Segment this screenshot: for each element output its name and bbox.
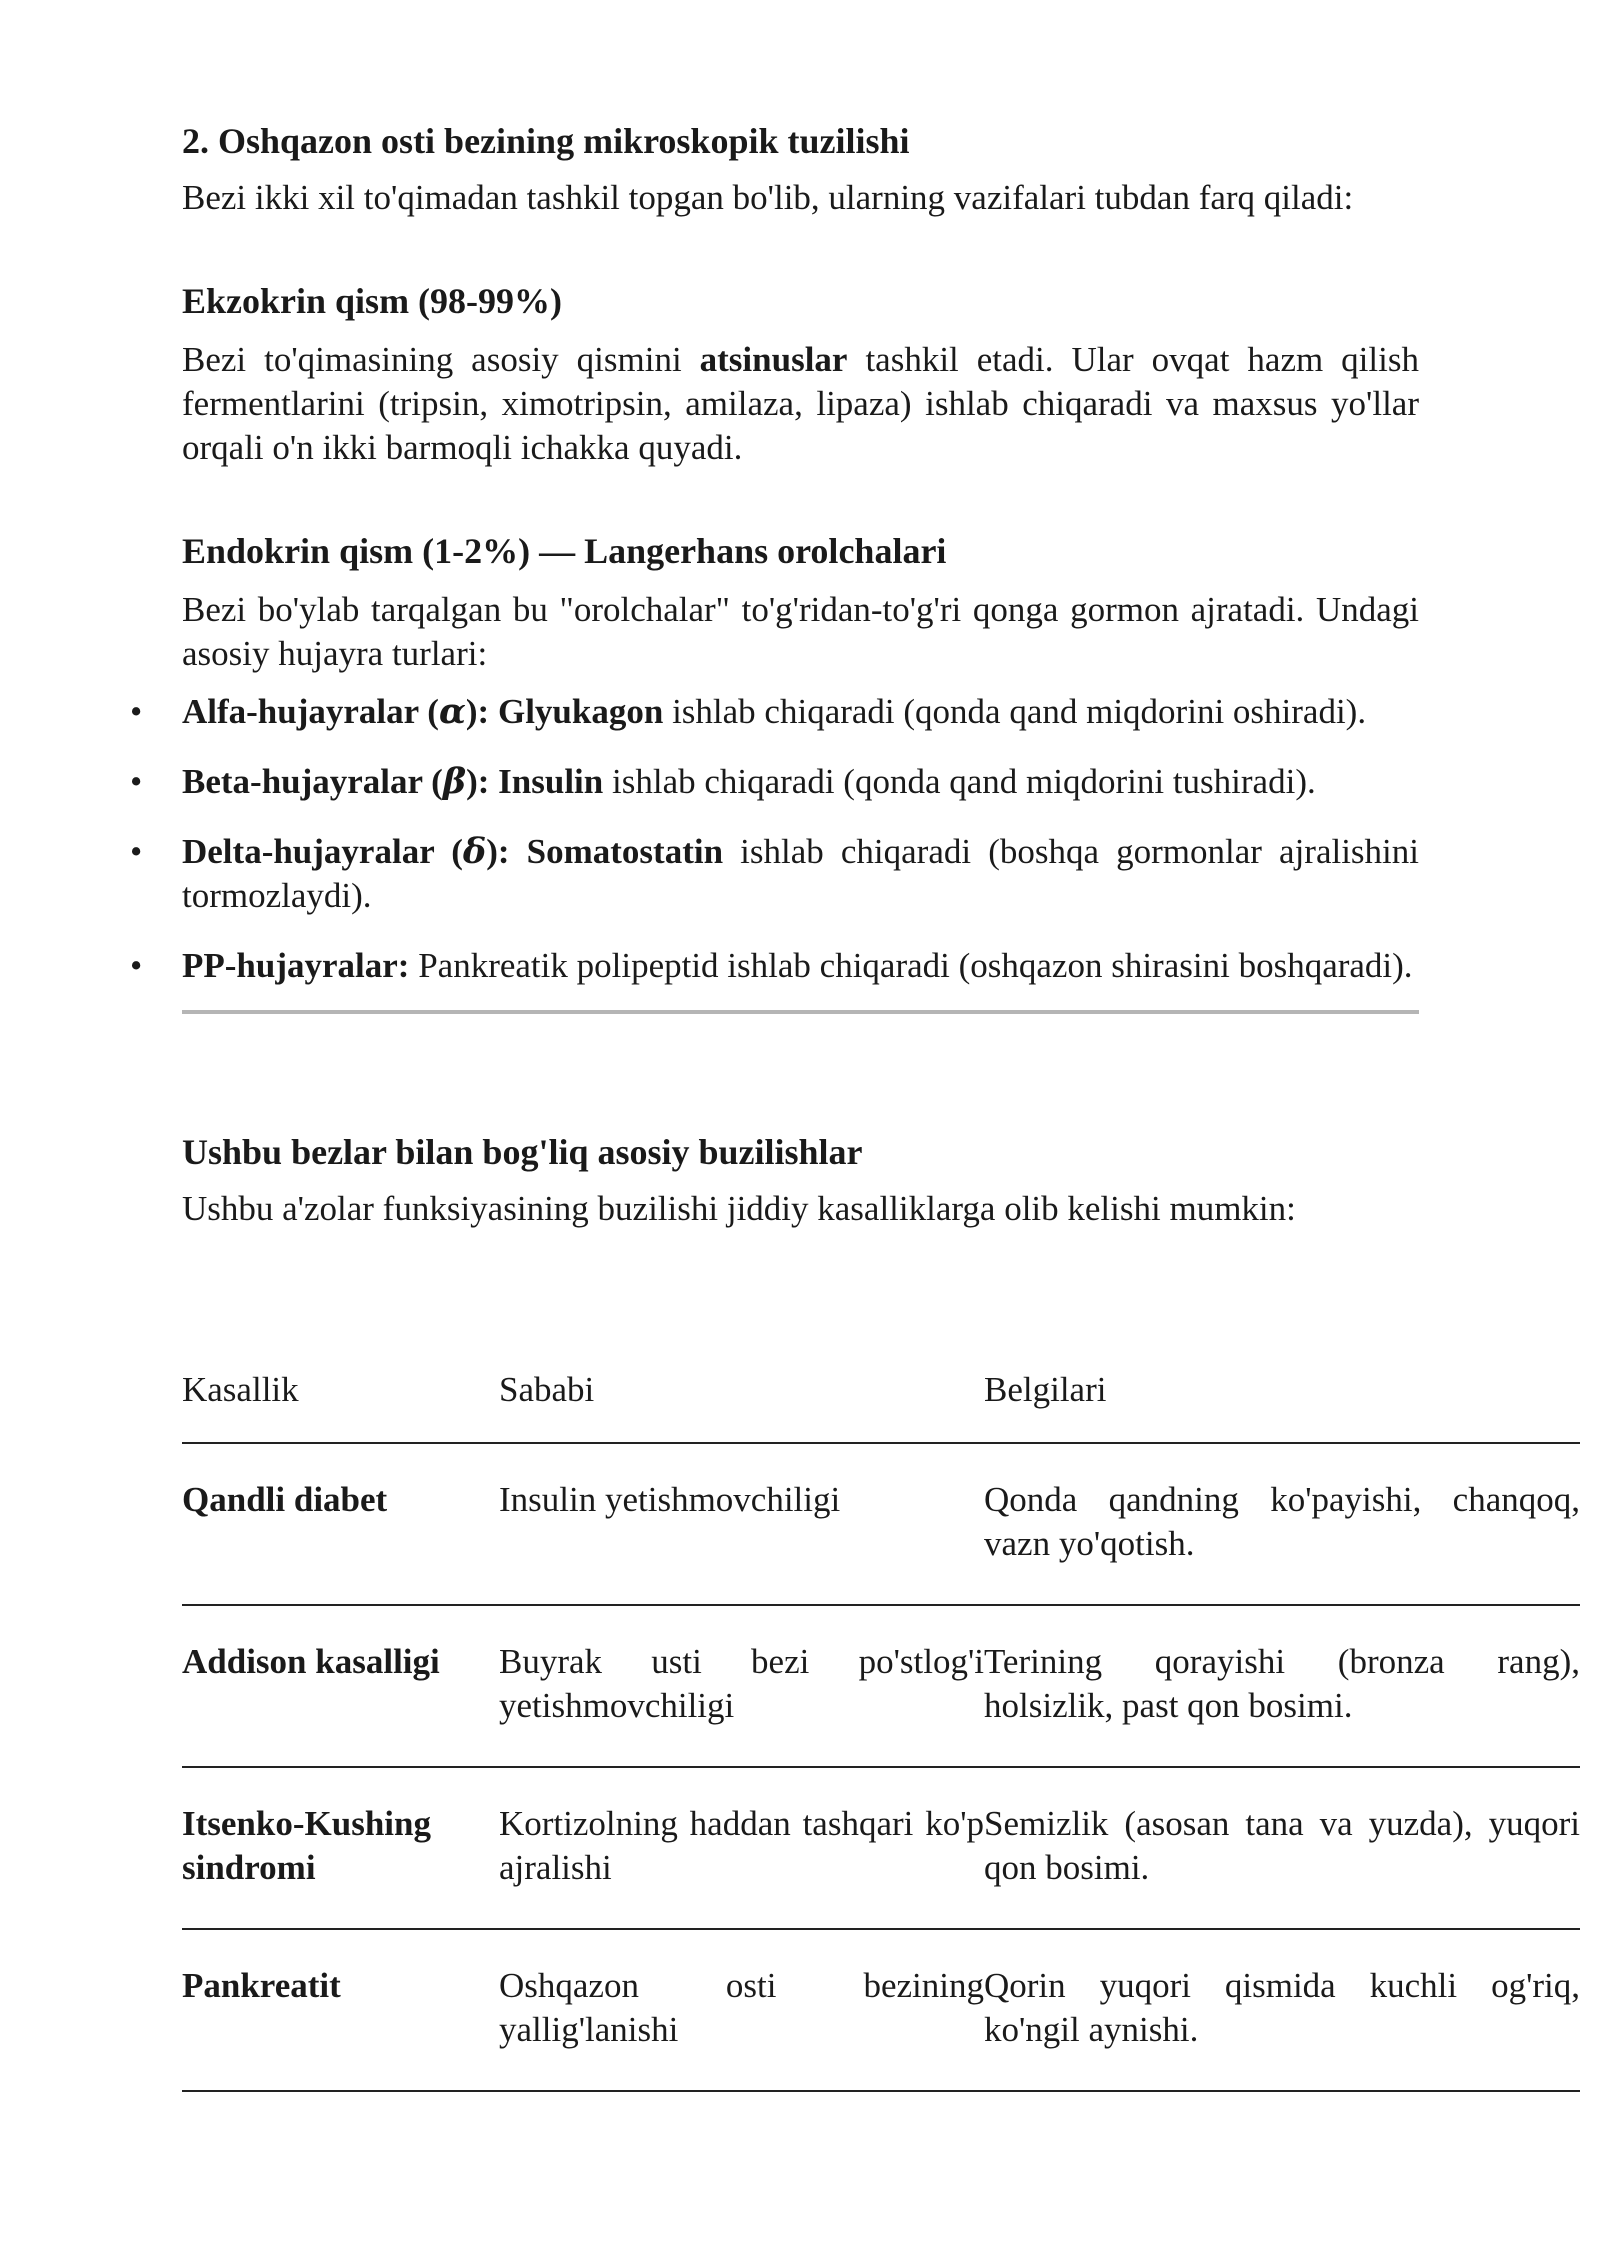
disorders-table <box>182 1368 1580 2092</box>
header-cause: Sababi <box>499 1368 984 1443</box>
cause-cell: Oshqazon osti bezining yallig'lanishi <box>499 1929 984 2091</box>
table-header-row <box>182 1368 1580 1443</box>
exocrine-bold-term: atsinuslar <box>699 340 848 379</box>
cell-name: Beta-hujayralar (β): Insulin <box>182 761 604 802</box>
endocrine-paragraph: Bezi bo'ylab tarqalgan bu "orolchalar" to'g'ridan-to'g'ri qonga gormon ajratadi. Undagi asosiy hujayra turlari: <box>182 590 1419 673</box>
table-row <box>182 1605 1580 1767</box>
bullet-icon: • <box>130 692 143 731</box>
cause-cell: Buyrak usti bezi po'stlog'i yetishmovchiligi <box>499 1605 984 1767</box>
cell-desc: Pankreatik polipeptid ishlab chiqaradi (oshqazon shirasini boshqaradi). <box>409 946 1413 985</box>
disease-cell: Pankreatit <box>182 1929 499 2091</box>
bullet-icon: • <box>130 832 143 871</box>
section-intro: Bezi ikki xil to'qimadan tashkil topgan bo'lib, ularning vazifalari tubdan farq qiladi: <box>182 178 1354 217</box>
cause-cell: Kortizolning haddan tashqari ko'p ajralishi <box>499 1767 984 1929</box>
symptoms-cell: Semizlik (asosan tana va yuzda), yuqori qon bosimi. <box>984 1767 1580 1929</box>
disease-cell: Qandli diabet <box>182 1443 499 1605</box>
symptoms-cell: Qorin yuqori qismida kuchli og'riq, ko'ngil aynishi. <box>984 1929 1580 2091</box>
list-item-pp <box>130 944 1419 988</box>
list-item-beta <box>130 760 1419 804</box>
symptoms-cell: Qonda qandning ko'payishi, chanqoq, vazn yo'qotish. <box>984 1443 1580 1605</box>
horizontal-rule <box>182 1010 1419 1014</box>
document-page <box>130 118 1420 1231</box>
cause-cell: Insulin yetishmovchiligi <box>499 1443 984 1605</box>
cell-desc: ishlab chiqaradi (qonda qand miqdorini tushiradi). <box>603 762 1316 801</box>
bullet-icon: • <box>130 946 143 985</box>
exocrine-paragraph <box>182 338 1419 470</box>
table-row <box>182 1929 1580 2091</box>
cell-name: PP-hujayralar: <box>182 946 410 985</box>
exocrine-text-before: Bezi to'qimasining asosiy qismini <box>182 340 700 379</box>
cell-name: Alfa-hujayralar (α): Glyukagon <box>182 691 664 732</box>
symptoms-cell: Terining qorayishi (bronza rang), holsizlik, past qon bosimi. <box>984 1605 1580 1767</box>
header-disease: Kasallik <box>182 1368 499 1443</box>
exocrine-heading: Ekzokrin qism (98-99%) <box>182 281 563 321</box>
disease-cell: Itsenko-Kushing sindromi <box>182 1767 499 1929</box>
header-symptoms: Belgilari <box>984 1368 1580 1443</box>
cell-desc: ishlab chiqaradi (qonda qand miqdorini oshiradi). <box>663 692 1367 731</box>
exocrine-text-after: tashkil etadi. Ular ovqat hazm qilish fermentlarini (tripsin, ximotripsin, amilaza, lipaza) ishlab chiqaradi va maxsus yo'llar orqali o'n ikki barmoqli ichakka quyadi. <box>182 340 1419 467</box>
list-item-delta <box>130 830 1420 918</box>
disorders-intro: Ushbu a'zolar funksiyasining buzilishi jiddiy kasalliklarga olib kelishi mumkin: <box>182 1189 1296 1228</box>
cell-desc: ishlab chiqaradi (boshqa gormonlar ajralishini tormozlaydi). <box>182 832 1420 915</box>
disorders-heading: Ushbu bezlar bilan bog'liq asosiy buzilishlar <box>182 1132 863 1172</box>
endocrine-heading: Endokrin qism (1-2%) — Langerhans orolchalari <box>182 531 947 571</box>
section-heading: 2. Oshqazon osti bezining mikroskopik tuzilishi <box>182 121 910 161</box>
table-row <box>182 1443 1580 1605</box>
list-item-alfa <box>130 690 1419 734</box>
table-row <box>182 1767 1580 1929</box>
bullet-icon: • <box>130 762 143 801</box>
disease-cell: Addison kasalligi <box>182 1605 499 1767</box>
cell-name: Delta-hujayralar (δ): Somatostatin <box>182 831 724 872</box>
cell-type-list <box>130 690 1420 988</box>
